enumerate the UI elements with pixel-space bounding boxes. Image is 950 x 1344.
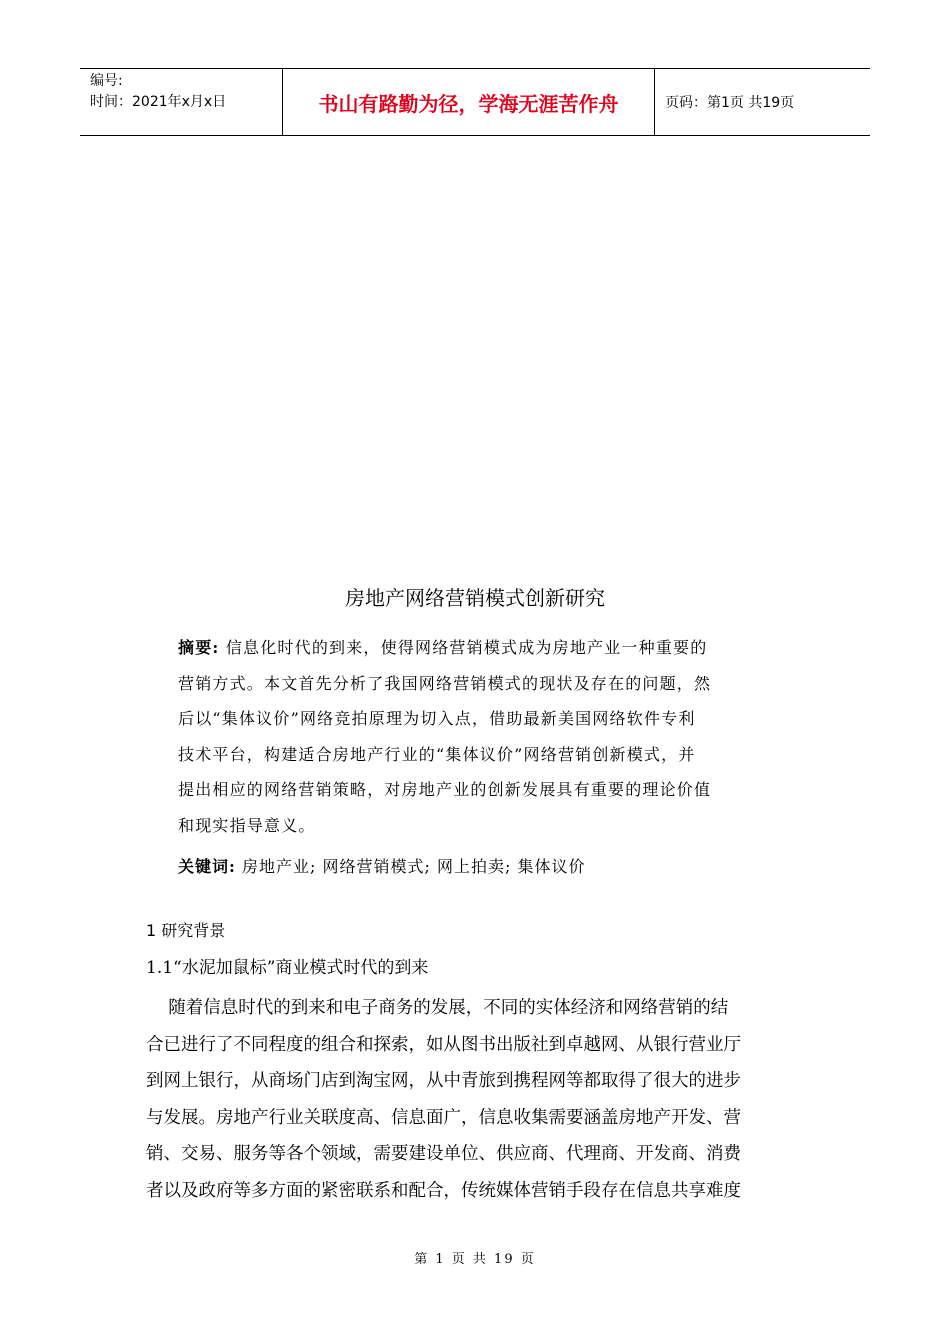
body-line: 销、交易、服务等各个领域，需要建设单位、供应商、代理商、开发商、消费 — [146, 1144, 741, 1164]
body-line: 与发展。房地产行业关联度高、信息面广，信息收集需要涵盖房地产开发、营 — [146, 1107, 741, 1128]
body-line: 到网上银行，从商场门店到淘宝网，从中青旅到携程网等都取得了很大的进步 — [146, 1071, 741, 1091]
abstract-line: 和现实指导意义。 — [178, 815, 316, 835]
time-label: 时间：2021年x月x日 — [90, 94, 227, 110]
number-label: 编号: — [90, 73, 123, 89]
page-footer: 第 1 页 共 19 页 — [414, 1252, 536, 1267]
abstract-line — [178, 630, 778, 666]
body-line: 随着信息时代的到来和电子商务的发展，不同的实体经济和网络营销的结 — [146, 998, 729, 1018]
body-line: 者以及政府等多方面的紧密联系和配合，传统媒体营销手段存在信息共享难度 — [146, 1180, 741, 1201]
keywords — [178, 854, 778, 877]
subsection-heading: 1.1“水泥加鼠标”商业模式时代的到来 — [146, 958, 429, 978]
keywords-label: 关键词: — [178, 857, 236, 876]
header-meta — [80, 69, 282, 135]
abstract-line: 营销方式。本文首先分析了我国网络营销模式的现状及存在的问题，然 — [178, 673, 712, 693]
document-title: 房地产网络营销模式创新研究 — [345, 586, 605, 610]
abstract-line: 提出相应的网络营销策略，对房地产业的创新发展具有重要的理论价值 — [178, 780, 712, 799]
abstract-line: 技术平台，构建适合房地产行业的“集体议价”网络营销创新模式，并 — [178, 744, 696, 764]
abstract-line: 后以“集体议价”网络竞拍原理为切入点，借助最新美国网络软件专利 — [178, 709, 696, 728]
abstract-text: 信息化时代的到来，使得网络营销模式成为房地产业一种重要的 — [225, 638, 708, 657]
body-paragraph — [146, 990, 816, 1209]
header-motto: 书山有路勤为径，学海无涯苦作舟 — [282, 69, 655, 135]
section-heading: 1 研究背景 — [146, 921, 226, 940]
keywords-text: 房地产业; 网络营销模式; 网上拍卖; 集体议价 — [242, 857, 586, 876]
abstract-label: 摘要: — [178, 638, 220, 657]
abstract — [178, 630, 778, 843]
page-header — [80, 68, 870, 136]
header-page-code: 页码：第1页 共19页 — [665, 95, 795, 111]
body-line: 合已进行了不同程度的组合和探索，如从图书出版社到卓越网、从银行营业厅 — [146, 1034, 741, 1055]
